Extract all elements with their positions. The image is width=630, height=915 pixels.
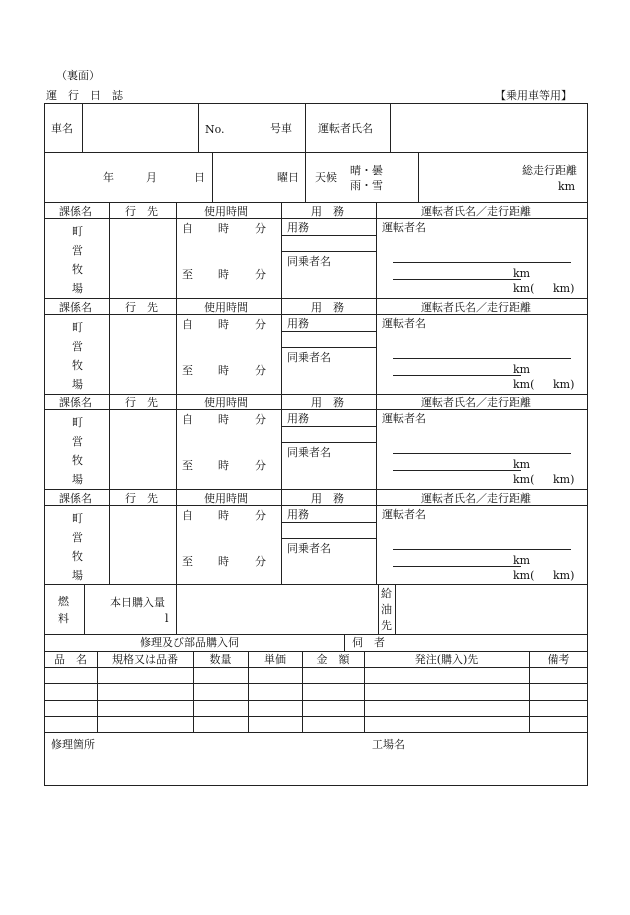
day-label: 日 <box>194 171 205 184</box>
repair-table-cell[interactable] <box>46 718 95 730</box>
factory-name-field[interactable] <box>410 735 586 784</box>
driver-label: 運転者名 <box>382 221 426 234</box>
fuel-notes-field[interactable] <box>178 587 376 632</box>
repair-table-cell[interactable] <box>531 685 586 698</box>
section-header: 課係名 <box>59 396 92 409</box>
column-divider <box>281 393 282 489</box>
odometer-field-3[interactable] <box>530 472 552 486</box>
km-unit: km <box>513 363 531 376</box>
business-label: 用務 <box>287 317 309 330</box>
end-time-field-1[interactable] <box>190 266 276 282</box>
underline <box>393 358 571 359</box>
repair-title: 修理及び部品購入伺 <box>140 636 239 649</box>
org-char: 町 <box>72 512 83 525</box>
business-field-1[interactable] <box>283 236 374 250</box>
passenger-field-2[interactable] <box>283 364 374 390</box>
back-side-label: （裏面） <box>56 69 100 82</box>
station-label-2: 油 <box>381 603 392 616</box>
to-label: 至 <box>182 364 193 377</box>
org-char: 場 <box>72 378 83 391</box>
column-divider <box>305 103 306 152</box>
minute-label: 分 <box>255 318 266 331</box>
row-divider <box>44 716 588 717</box>
column-divider <box>176 393 177 489</box>
km-open-unit: km( <box>513 473 535 486</box>
row-divider <box>44 634 588 635</box>
row-divider <box>44 218 588 219</box>
year-label: 年 <box>103 171 114 184</box>
passenger-field-3[interactable] <box>283 459 374 485</box>
repair-location-label: 修理箇所 <box>51 738 95 751</box>
org-char: 牧 <box>72 550 83 563</box>
business-field-4[interactable] <box>283 523 374 537</box>
org-char: 牧 <box>72 454 83 467</box>
from-label: 自 <box>182 222 193 235</box>
org-char: 営 <box>72 244 83 257</box>
column-divider <box>344 634 345 651</box>
repair-table-cell[interactable] <box>46 685 95 698</box>
minute-label: 分 <box>255 364 266 377</box>
business-field-2[interactable] <box>283 332 374 346</box>
repair-table-cell[interactable] <box>531 718 586 730</box>
repair-table-cell[interactable] <box>250 718 300 730</box>
start-time-field-3[interactable] <box>190 412 276 428</box>
minute-label: 分 <box>255 268 266 281</box>
org-char: 営 <box>72 340 83 353</box>
station-label-3: 先 <box>381 619 392 632</box>
business-header: 用 務 <box>311 301 344 314</box>
column-divider <box>281 298 282 394</box>
from-label: 自 <box>182 509 193 522</box>
org-char: 町 <box>72 225 83 238</box>
odometer-field-1[interactable] <box>530 281 552 295</box>
car-name-field[interactable] <box>84 106 196 150</box>
distance-field-2[interactable] <box>393 360 511 374</box>
column-divider <box>305 152 306 202</box>
row-divider <box>44 667 588 668</box>
column-divider <box>176 584 177 634</box>
total-distance-label: 総走行距離 <box>522 164 577 177</box>
driver-name-label: 運転者氏名 <box>318 122 373 135</box>
repair-table-cell[interactable] <box>195 702 246 714</box>
usage-time-header: 使用時間 <box>204 396 248 409</box>
underline <box>393 453 571 454</box>
minute-label: 分 <box>255 459 266 472</box>
to-label: 至 <box>182 459 193 472</box>
column-divider <box>198 103 199 152</box>
repair-table-cell[interactable] <box>46 702 95 714</box>
repair-table-cell[interactable] <box>99 669 191 681</box>
km-close-unit: km) <box>553 378 575 391</box>
distance-field-3[interactable] <box>393 455 511 469</box>
column-divider <box>390 103 391 152</box>
org-char: 町 <box>72 416 83 429</box>
business-header: 用 務 <box>311 492 344 505</box>
business-field-3[interactable] <box>283 427 374 441</box>
driver-name-field-3[interactable] <box>393 433 571 452</box>
destination-header: 行 先 <box>125 301 158 314</box>
repair-table-cell[interactable] <box>195 718 246 730</box>
purchase-amount-label: 本日購入量 <box>110 596 165 609</box>
station-label-1: 給 <box>381 587 392 600</box>
weekday-field[interactable] <box>214 155 274 200</box>
from-label: 自 <box>182 318 193 331</box>
odometer-field-2[interactable] <box>530 377 552 391</box>
minute-label: 分 <box>255 509 266 522</box>
section-header: 課係名 <box>59 492 92 505</box>
driver-distance-header: 運転者氏名／走行距離 <box>421 396 531 409</box>
purchase-amount-field[interactable] <box>86 609 166 631</box>
row-divider <box>44 683 588 684</box>
business-label: 用務 <box>287 508 309 521</box>
underline <box>393 566 521 567</box>
passenger-label: 同乗者名 <box>287 542 331 555</box>
repair-location-field[interactable] <box>46 752 346 784</box>
row-divider <box>44 394 588 395</box>
row-divider <box>44 152 588 153</box>
page-title: 運 行 日 誌 <box>46 89 123 102</box>
weather-option-sunny-cloudy[interactable]: 晴・曇 <box>350 164 383 177</box>
total-km-unit: km <box>558 180 576 193</box>
column-divider <box>395 584 396 634</box>
repair-column-header-4: 金 額 <box>316 653 350 666</box>
row-divider <box>281 442 376 443</box>
row-divider <box>44 314 588 315</box>
repair-table-cell[interactable] <box>366 718 527 730</box>
km-open-unit: km( <box>513 378 535 391</box>
km-close-unit: km) <box>553 282 575 295</box>
repair-table-cell[interactable] <box>195 685 246 698</box>
repair-table-cell[interactable] <box>195 669 246 681</box>
column-divider <box>84 584 85 634</box>
column-divider <box>281 202 282 298</box>
km-unit: km <box>513 458 531 471</box>
km-open-unit: km( <box>513 569 535 582</box>
org-char: 町 <box>72 321 83 334</box>
repair-table-cell[interactable] <box>304 669 362 681</box>
approver-label: 伺 者 <box>352 636 385 649</box>
km-close-unit: km) <box>553 473 575 486</box>
repair-table-cell[interactable] <box>99 718 191 730</box>
repair-table-cell[interactable] <box>99 685 191 698</box>
driver-name-field-1[interactable] <box>393 242 571 261</box>
passenger-field-1[interactable] <box>283 268 374 294</box>
row-divider <box>281 538 376 539</box>
column-divider <box>376 393 377 489</box>
underline <box>393 470 521 471</box>
column-divider <box>109 393 110 489</box>
section-header: 課係名 <box>59 205 92 218</box>
section-header: 課係名 <box>59 301 92 314</box>
km-open-unit: km( <box>513 282 535 295</box>
driver-distance-header: 運転者氏名／走行距離 <box>421 205 531 218</box>
repair-table-cell[interactable] <box>304 718 362 730</box>
hour-label: 時 <box>218 222 229 235</box>
repair-table-cell[interactable] <box>304 685 362 698</box>
row-divider <box>44 298 588 299</box>
org-char: 場 <box>72 569 83 582</box>
passenger-label: 同乗者名 <box>287 446 331 459</box>
start-time-field-1[interactable] <box>190 221 276 237</box>
row-divider <box>44 584 588 585</box>
gousha-label: 号車 <box>270 122 292 135</box>
liter-unit: l <box>165 612 169 625</box>
destination-field-2[interactable] <box>111 317 174 391</box>
row-divider <box>44 202 588 203</box>
minute-label: 分 <box>255 555 266 568</box>
driver-distance-header: 運転者氏名／走行距離 <box>421 301 531 314</box>
repair-table-cell[interactable] <box>250 702 300 714</box>
row-divider <box>44 505 588 506</box>
to-label: 至 <box>182 268 193 281</box>
hour-label: 時 <box>218 413 229 426</box>
start-time-field-2[interactable] <box>190 317 276 333</box>
usage-time-header: 使用時間 <box>204 205 248 218</box>
column-divider <box>376 489 377 585</box>
repair-table-cell[interactable] <box>46 669 95 681</box>
fuel-label-1: 燃 <box>58 595 69 608</box>
underline <box>393 279 521 280</box>
repair-table-cell[interactable] <box>531 702 586 714</box>
column-divider <box>376 202 377 298</box>
column-divider <box>378 584 379 634</box>
row-divider <box>44 651 588 652</box>
destination-field-3[interactable] <box>111 412 174 486</box>
business-header: 用 務 <box>311 205 344 218</box>
business-header: 用 務 <box>311 396 344 409</box>
distance-field-4[interactable] <box>393 551 511 565</box>
repair-column-header-0: 品 名 <box>54 653 87 666</box>
driver-label: 運転者名 <box>382 412 426 425</box>
column-divider <box>109 489 110 585</box>
factory-name-label: 工場名 <box>372 738 405 751</box>
repair-table-cell[interactable] <box>99 702 191 714</box>
fuel-label-2: 料 <box>58 612 69 625</box>
car-number-label: No. <box>205 123 225 136</box>
underline <box>393 375 521 376</box>
driver-name-field-4[interactable] <box>393 529 571 548</box>
car-name-label: 車名 <box>51 122 73 135</box>
column-divider <box>281 489 282 585</box>
repair-column-header-6: 備考 <box>547 653 570 666</box>
column-divider <box>212 152 213 202</box>
row-divider <box>44 700 588 701</box>
destination-field-1[interactable] <box>111 221 174 295</box>
approver-field[interactable] <box>400 636 586 650</box>
from-label: 自 <box>182 413 193 426</box>
column-divider <box>176 489 177 585</box>
row-divider <box>44 409 588 410</box>
driver-label: 運転者名 <box>382 317 426 330</box>
org-char: 場 <box>72 473 83 486</box>
driver-label: 運転者名 <box>382 508 426 521</box>
hour-label: 時 <box>218 364 229 377</box>
odometer-field-4[interactable] <box>530 568 552 582</box>
hour-label: 時 <box>218 268 229 281</box>
business-label: 用務 <box>287 221 309 234</box>
destination-field-4[interactable] <box>111 508 174 582</box>
distance-field-1[interactable] <box>393 264 511 278</box>
row-divider <box>281 347 376 348</box>
column-divider <box>82 103 83 152</box>
minute-label: 分 <box>255 413 266 426</box>
business-label: 用務 <box>287 412 309 425</box>
column-divider <box>109 202 110 298</box>
start-time-field-4[interactable] <box>190 508 276 524</box>
weather-label: 天候 <box>315 171 337 184</box>
repair-table-cell[interactable] <box>366 685 527 698</box>
repair-column-header-5: 発注(購入)先 <box>414 653 479 666</box>
underline <box>393 262 571 263</box>
vehicle-type-label: 【乗用車等用】 <box>495 89 572 102</box>
repair-table-cell[interactable] <box>366 669 527 681</box>
hour-label: 時 <box>218 459 229 472</box>
column-divider <box>418 152 419 202</box>
destination-header: 行 先 <box>125 492 158 505</box>
org-char: 営 <box>72 435 83 448</box>
weekday-label: 曜日 <box>277 171 299 184</box>
underline <box>393 549 571 550</box>
driver-name-field[interactable] <box>392 106 586 150</box>
driver-name-field-2[interactable] <box>393 338 571 357</box>
row-divider <box>281 251 376 252</box>
column-divider <box>109 298 110 394</box>
km-unit: km <box>513 554 531 567</box>
total-distance-field[interactable] <box>420 178 554 200</box>
usage-time-header: 使用時間 <box>204 301 248 314</box>
end-time-field-3[interactable] <box>190 457 276 473</box>
repair-table-cell[interactable] <box>531 669 586 681</box>
passenger-field-4[interactable] <box>283 555 374 581</box>
org-char: 営 <box>72 531 83 544</box>
org-char: 場 <box>72 282 83 295</box>
hour-label: 時 <box>218 555 229 568</box>
date-field[interactable] <box>46 155 210 200</box>
row-divider <box>44 732 588 733</box>
month-label: 月 <box>146 171 157 184</box>
repair-table-cell[interactable] <box>250 685 300 698</box>
org-char: 牧 <box>72 263 83 276</box>
fuel-station-field[interactable] <box>397 587 586 632</box>
hour-label: 時 <box>218 318 229 331</box>
repair-table-cell[interactable] <box>366 702 527 714</box>
repair-table-cell[interactable] <box>304 702 362 714</box>
column-divider <box>376 298 377 394</box>
repair-table-cell[interactable] <box>250 669 300 681</box>
to-label: 至 <box>182 555 193 568</box>
car-number-field[interactable] <box>225 106 269 150</box>
org-char: 牧 <box>72 359 83 372</box>
column-divider <box>176 202 177 298</box>
hour-label: 時 <box>218 509 229 522</box>
passenger-label: 同乗者名 <box>287 255 331 268</box>
km-unit: km <box>513 267 531 280</box>
repair-column-header-3: 単価 <box>264 653 286 666</box>
driver-distance-header: 運転者氏名／走行距離 <box>421 492 531 505</box>
repair-column-header-1: 規格又は品番 <box>112 653 178 666</box>
row-divider <box>44 489 588 490</box>
end-time-field-4[interactable] <box>190 553 276 569</box>
repair-column-header-2: 数量 <box>209 653 232 666</box>
passenger-label: 同乗者名 <box>287 351 331 364</box>
destination-header: 行 先 <box>125 396 158 409</box>
end-time-field-2[interactable] <box>190 362 276 378</box>
usage-time-header: 使用時間 <box>204 492 248 505</box>
column-divider <box>176 298 177 394</box>
weather-option-rain-snow[interactable]: 雨・雪 <box>350 179 383 192</box>
destination-header: 行 先 <box>125 205 158 218</box>
km-close-unit: km) <box>553 569 575 582</box>
minute-label: 分 <box>255 222 266 235</box>
